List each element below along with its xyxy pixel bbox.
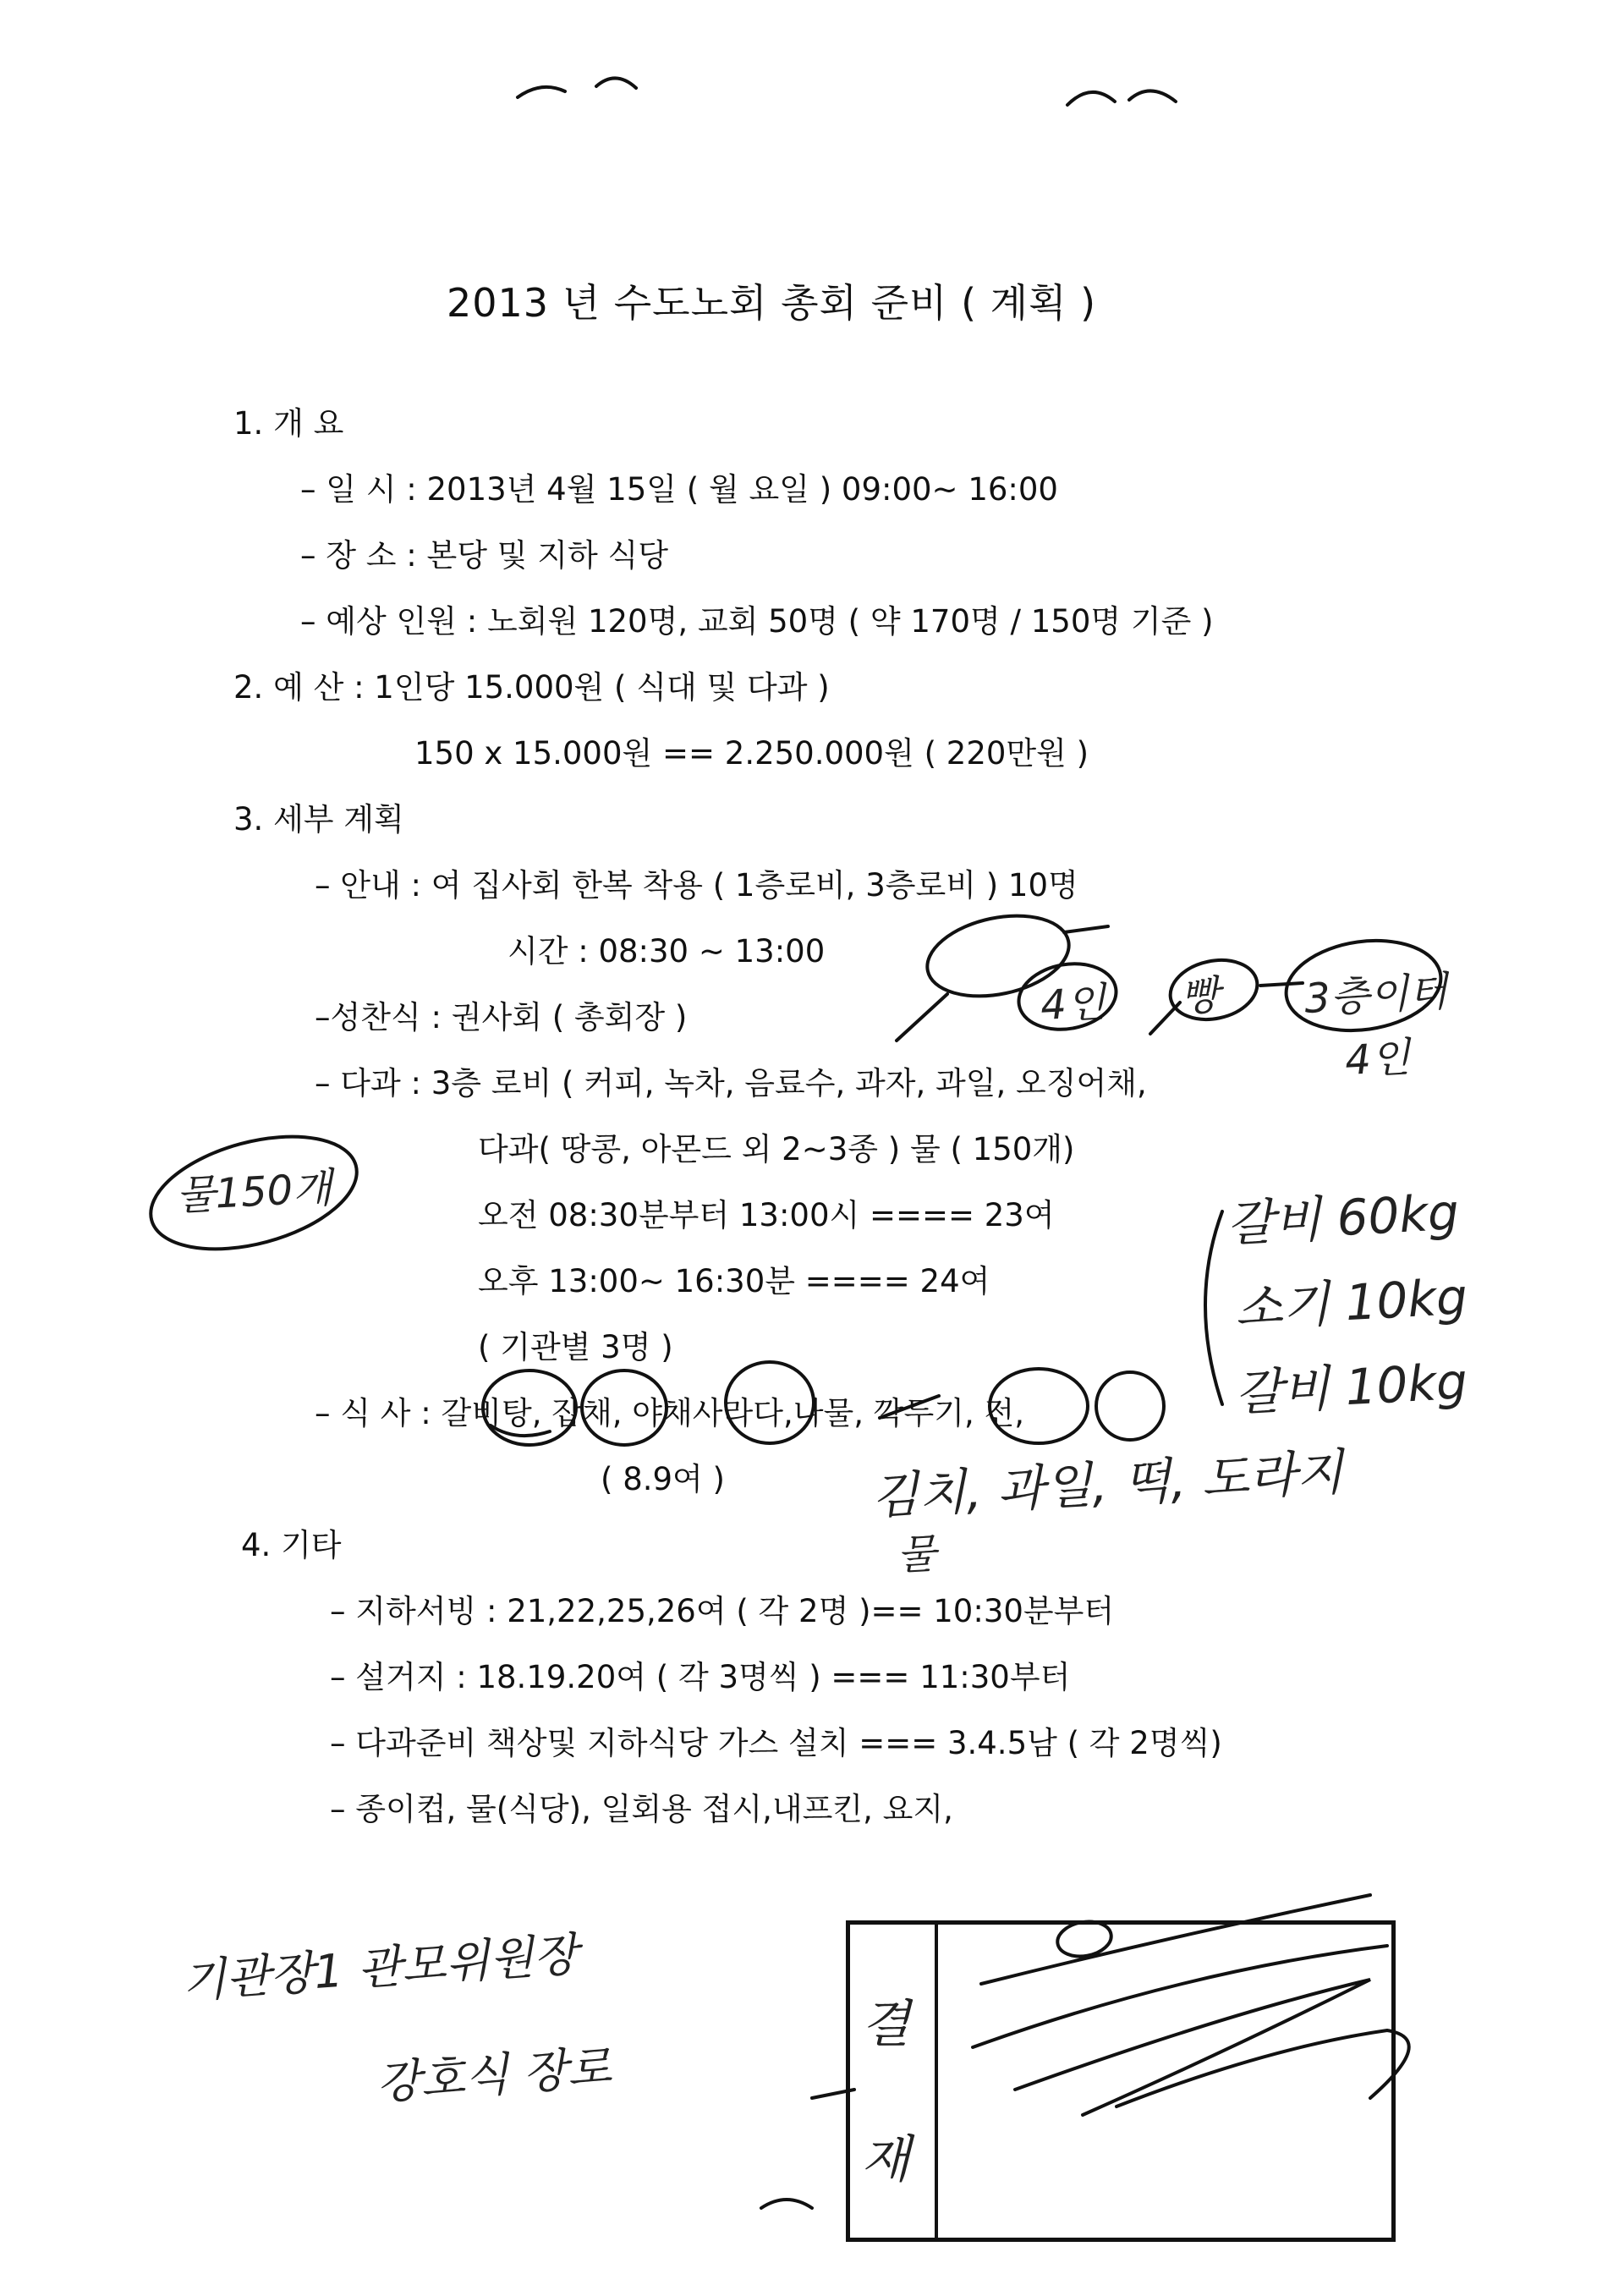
per-group-line: ( 기관별 3명 ) bbox=[478, 1329, 673, 1365]
handwritten-beef-10kg: 소기 10kg bbox=[1233, 1267, 1469, 1338]
communion-line: –성찬식 : 권사회 ( 총회장 ) bbox=[315, 999, 688, 1035]
handwritten-water-note: 물 bbox=[895, 1530, 938, 1579]
bread-to-3floor-stroke bbox=[1260, 983, 1303, 986]
approval-box bbox=[846, 1920, 1396, 2242]
meal-group-line: ( 8.9여 ) bbox=[601, 1461, 725, 1497]
handwritten-water-150: 물150개 bbox=[174, 1164, 333, 1220]
afternoon-shift-line: 오후 13:00~ 16:30분 ==== 24여 bbox=[478, 1263, 990, 1299]
section-4-heading: 4. 기타 bbox=[241, 1527, 342, 1563]
guide-time-line: 시간 : 08:30 ~ 13:00 bbox=[508, 933, 826, 969]
top-scan-mark-left bbox=[518, 87, 565, 97]
top-scan-mark-left-2 bbox=[596, 78, 636, 88]
approval-box-divider bbox=[935, 1925, 938, 2238]
top-scan-mark-right bbox=[1067, 92, 1115, 105]
setup-line: – 다과준비 책상및 지하식당 가스 설치 === 3.4.5남 ( 각 2명씩) bbox=[330, 1725, 1222, 1761]
bread-pointer bbox=[1150, 1002, 1180, 1034]
section-2-heading: 2. 예 산 : 1인당 15.000원 ( 식대 및 다과 ) bbox=[233, 669, 830, 706]
handwritten-galbi-60kg: 갈비 60kg bbox=[1225, 1183, 1461, 1253]
approval-label-bottom: 재 bbox=[861, 2130, 910, 2189]
bottom-scan-mark bbox=[761, 2200, 812, 2208]
section-1-heading: 1. 개 요 bbox=[233, 405, 344, 442]
handwritten-signature-line-2: 강호식 장로 bbox=[375, 2040, 613, 2110]
serving-line: – 지하서빙 : 21,22,25,26여 ( 각 2명 )== 10:30분부터 bbox=[330, 1593, 1115, 1629]
event-date-line: – 일 시 : 2013년 4월 15일 ( 월 요일 ) 09:00~ 16:00 bbox=[300, 471, 1058, 508]
guide-note-pointer bbox=[897, 994, 947, 1041]
guide-note-stroke bbox=[1064, 926, 1108, 932]
top-scan-mark-right-2 bbox=[1129, 91, 1176, 102]
document-title: 2013 년 수도노회 총회 준비 ( 계획 ) bbox=[447, 280, 1097, 326]
section-3-heading: 3. 세부 계획 bbox=[233, 801, 404, 838]
approval-label-top: 결 bbox=[861, 1995, 910, 2054]
handwritten-galbi-10kg: 갈비 10kg bbox=[1233, 1352, 1469, 1422]
event-place-line: – 장 소 : 본당 및 지하 식당 bbox=[300, 537, 668, 574]
circle-jeon bbox=[1096, 1372, 1164, 1440]
handwritten-count-left: 4인 bbox=[1039, 979, 1107, 1030]
expected-attendance-line: – 예상 인원 : 노회원 120명, 교회 50명 ( 약 170명 / 150명 기준 ) bbox=[300, 603, 1214, 640]
supplies-line: – 종이컵, 물(식당), 일회용 접시,내프킨, 요지, bbox=[330, 1791, 953, 1827]
dishwashing-line: – 설거지 : 18.19.20여 ( 각 3명씩 ) === 11:30부터 bbox=[330, 1659, 1071, 1695]
handwritten-3floor-note: 3층이터 bbox=[1303, 968, 1450, 1023]
meal-line: – 식 사 : 갈비탕, 잡채, 야채사라다,나물, 깍두기, 전, bbox=[315, 1395, 1024, 1431]
handwritten-bread-note: 빵 bbox=[1178, 971, 1221, 1021]
guide-line: – 안내 : 여 집사회 한복 착용 ( 1층로비, 3층로비 ) 10명 bbox=[315, 867, 1078, 904]
morning-shift-line: 오전 08:30분부터 13:00시 ==== 23여 bbox=[478, 1197, 1055, 1233]
refreshment-line-1: – 다과 : 3층 로비 ( 커피, 녹차, 음료수, 과자, 과일, 오징어채, bbox=[315, 1065, 1147, 1101]
handwritten-signature-line-1: 기관장1 관모위원장 bbox=[180, 1927, 580, 2008]
refreshment-line-2: 다과( 땅콩, 아몬드 외 2~3종 ) 물 ( 150개) bbox=[478, 1131, 1075, 1167]
budget-calculation-line: 150 x 15.000원 == 2.250.000원 ( 220만원 ) bbox=[414, 735, 1089, 772]
meat-notes-bracket bbox=[1205, 1211, 1222, 1404]
handwritten-meal-extras: 김치, 과일, 떡, 도라지 bbox=[870, 1442, 1346, 1525]
handwritten-count-right: 4인 bbox=[1343, 1034, 1412, 1085]
